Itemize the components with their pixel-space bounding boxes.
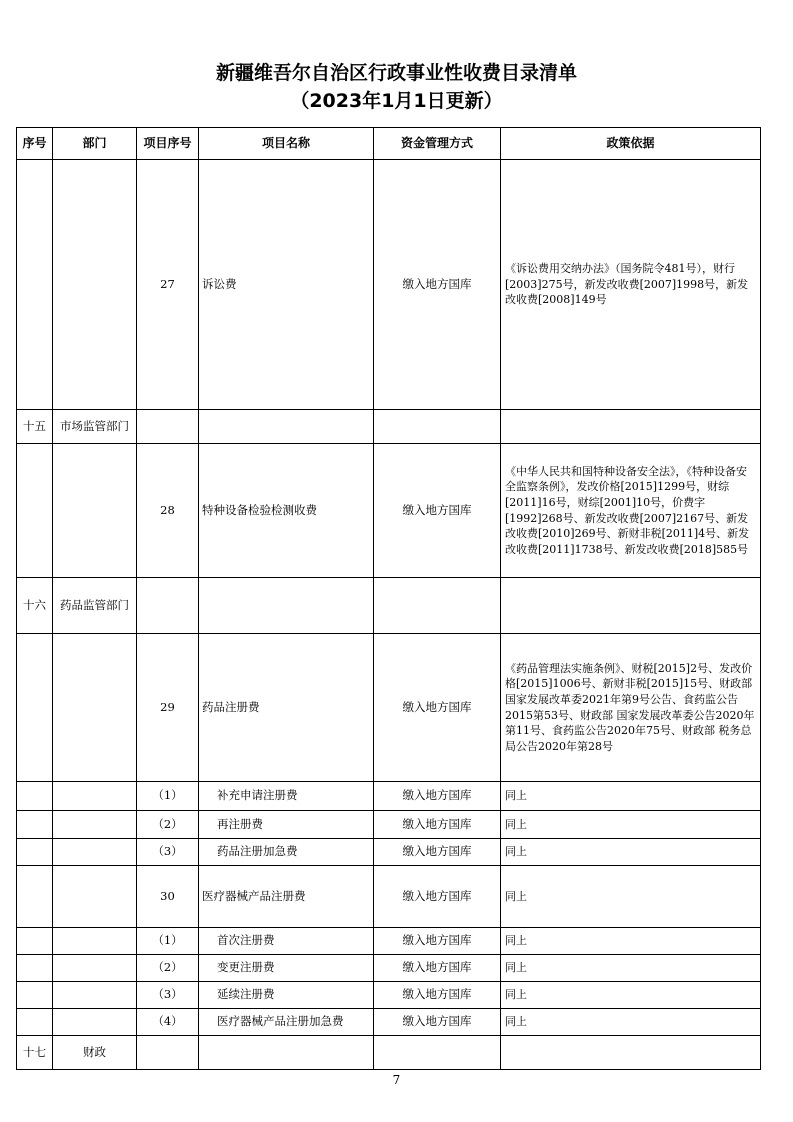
cell-seq: 十五 — [17, 410, 53, 444]
table-row — [17, 811, 761, 839]
cell-dept: 财政 — [53, 1036, 137, 1070]
table-row — [17, 982, 761, 1009]
cell-basis: 同上 — [501, 782, 761, 811]
cell-dept — [53, 160, 137, 410]
cell-item-name: 药品注册加急费 — [199, 839, 374, 866]
cell-basis — [501, 578, 761, 634]
cell-basis: 同上 — [501, 928, 761, 955]
cell-seq — [17, 839, 53, 866]
cell-item-no: （3） — [137, 839, 199, 866]
header-item-name: 项目名称 — [199, 128, 374, 160]
cell-seq — [17, 928, 53, 955]
table-row — [17, 160, 761, 410]
cell-item-no: （4） — [137, 1009, 199, 1036]
table-row — [17, 578, 761, 634]
cell-fund: 缴入地方国库 — [374, 928, 501, 955]
cell-dept — [53, 839, 137, 866]
cell-basis — [501, 410, 761, 444]
header-policy-basis: 政策依据 — [501, 128, 761, 160]
table-row — [17, 634, 761, 782]
cell-item-name: 药品注册费 — [199, 634, 374, 782]
cell-item-name: 医疗器械产品注册费 — [199, 866, 374, 928]
cell-basis: 同上 — [501, 866, 761, 928]
cell-item-name: 首次注册费 — [199, 928, 374, 955]
cell-seq — [17, 955, 53, 982]
cell-dept — [53, 782, 137, 811]
cell-fund: 缴入地方国库 — [374, 866, 501, 928]
cell-item-no: （1） — [137, 782, 199, 811]
cell-seq — [17, 866, 53, 928]
cell-basis: 同上 — [501, 1009, 761, 1036]
cell-fund: 缴入地方国库 — [374, 160, 501, 410]
cell-item-no: （1） — [137, 928, 199, 955]
table-row — [17, 444, 761, 578]
cell-fund: 缴入地方国库 — [374, 444, 501, 578]
cell-fund: 缴入地方国库 — [374, 811, 501, 839]
cell-basis — [501, 1036, 761, 1070]
cell-item-no: （2） — [137, 811, 199, 839]
document-subtitle: （2023年1月1日更新） — [290, 90, 503, 112]
cell-seq — [17, 782, 53, 811]
cell-item-name: 补充申请注册费 — [199, 782, 374, 811]
table-row — [17, 928, 761, 955]
cell-dept — [53, 866, 137, 928]
cell-fund: 缴入地方国库 — [374, 982, 501, 1009]
cell-fund: 缴入地方国库 — [374, 839, 501, 866]
cell-fund: 缴入地方国库 — [374, 782, 501, 811]
cell-item-name: 诉讼费 — [199, 160, 374, 410]
table-row — [17, 839, 761, 866]
cell-dept — [53, 811, 137, 839]
cell-fund — [374, 578, 501, 634]
cell-basis: 同上 — [501, 839, 761, 866]
cell-seq — [17, 634, 53, 782]
cell-item-name: 医疗器械产品注册加急费 — [199, 1009, 374, 1036]
cell-seq — [17, 811, 53, 839]
cell-dept: 药品监管部门 — [53, 578, 137, 634]
cell-dept — [53, 982, 137, 1009]
table-row — [17, 866, 761, 928]
cell-item-no: （2） — [137, 955, 199, 982]
header-fund-management: 资金管理方式 — [374, 128, 501, 160]
cell-item-name: 延续注册费 — [199, 982, 374, 1009]
table-header-row — [17, 128, 761, 160]
header-seq: 序号 — [17, 128, 53, 160]
cell-seq — [17, 982, 53, 1009]
cell-seq: 十六 — [17, 578, 53, 634]
fee-catalog-table — [16, 127, 761, 1070]
cell-dept — [53, 444, 137, 578]
cell-dept — [53, 955, 137, 982]
table-row — [17, 410, 761, 444]
cell-fund: 缴入地方国库 — [374, 1009, 501, 1036]
cell-basis: 《药品管理法实施条例》、财税[2015]2号、发改价格[2015]1006号、新财非税[2015]15号、财政部 国家发展改革委2021年第9号公告、食药监公告2015第53号、财政部 国家发展改革委公告2020年第11号、食药监公告2020年75号、财政部 税务总局公告2020年第28号 — [501, 634, 761, 782]
cell-fund — [374, 1036, 501, 1070]
cell-fund: 缴入地方国库 — [374, 955, 501, 982]
table-row — [17, 1009, 761, 1036]
cell-item-name — [199, 578, 374, 634]
table-row — [17, 782, 761, 811]
cell-dept: 市场监管部门 — [53, 410, 137, 444]
cell-item-name: 特种设备检验检测收费 — [199, 444, 374, 578]
cell-dept — [53, 1009, 137, 1036]
cell-item-no: 30 — [137, 866, 199, 928]
cell-item-no — [137, 410, 199, 444]
cell-dept — [53, 634, 137, 782]
cell-item-no — [137, 1036, 199, 1070]
table-row — [17, 955, 761, 982]
cell-item-name — [199, 1036, 374, 1070]
cell-seq: 十七 — [17, 1036, 53, 1070]
cell-basis: 同上 — [501, 982, 761, 1009]
cell-item-no: 27 — [137, 160, 199, 410]
cell-item-no: 28 — [137, 444, 199, 578]
header-dept: 部门 — [53, 128, 137, 160]
cell-basis: 同上 — [501, 811, 761, 839]
cell-item-no: （3） — [137, 982, 199, 1009]
header-item-no: 项目序号 — [137, 128, 199, 160]
cell-seq — [17, 1009, 53, 1036]
cell-item-name: 变更注册费 — [199, 955, 374, 982]
cell-item-name — [199, 410, 374, 444]
cell-seq — [17, 160, 53, 410]
cell-fund — [374, 410, 501, 444]
cell-item-no — [137, 578, 199, 634]
cell-item-no: 29 — [137, 634, 199, 782]
document-title: 新疆维吾尔自治区行政事业性收费目录清单 — [215, 62, 577, 84]
table-row — [17, 1036, 761, 1070]
cell-basis: 同上 — [501, 955, 761, 982]
cell-basis: 《诉讼费用交纳办法》（国务院令481号），财行[2003]275号，新发改收费[2007]1998号，新发改收费[2008]149号 — [501, 160, 761, 410]
cell-fund: 缴入地方国库 — [374, 634, 501, 782]
page-number: 7 — [392, 1073, 401, 1087]
cell-basis: 《中华人民共和国特种设备安全法》，《特种设备安全监察条例》，发改价格[2015]1299号，财综[2011]16号，财综[2001]10号，价费字[1992]268号、新发改收费[2007]2167号、新发改收费[2010]269号、新财非税[2011]4号、新发改收费[2011]1738号、新发改收费[2018]585号 — [501, 444, 761, 578]
cell-seq — [17, 444, 53, 578]
cell-dept — [53, 928, 137, 955]
cell-item-name: 再注册费 — [199, 811, 374, 839]
